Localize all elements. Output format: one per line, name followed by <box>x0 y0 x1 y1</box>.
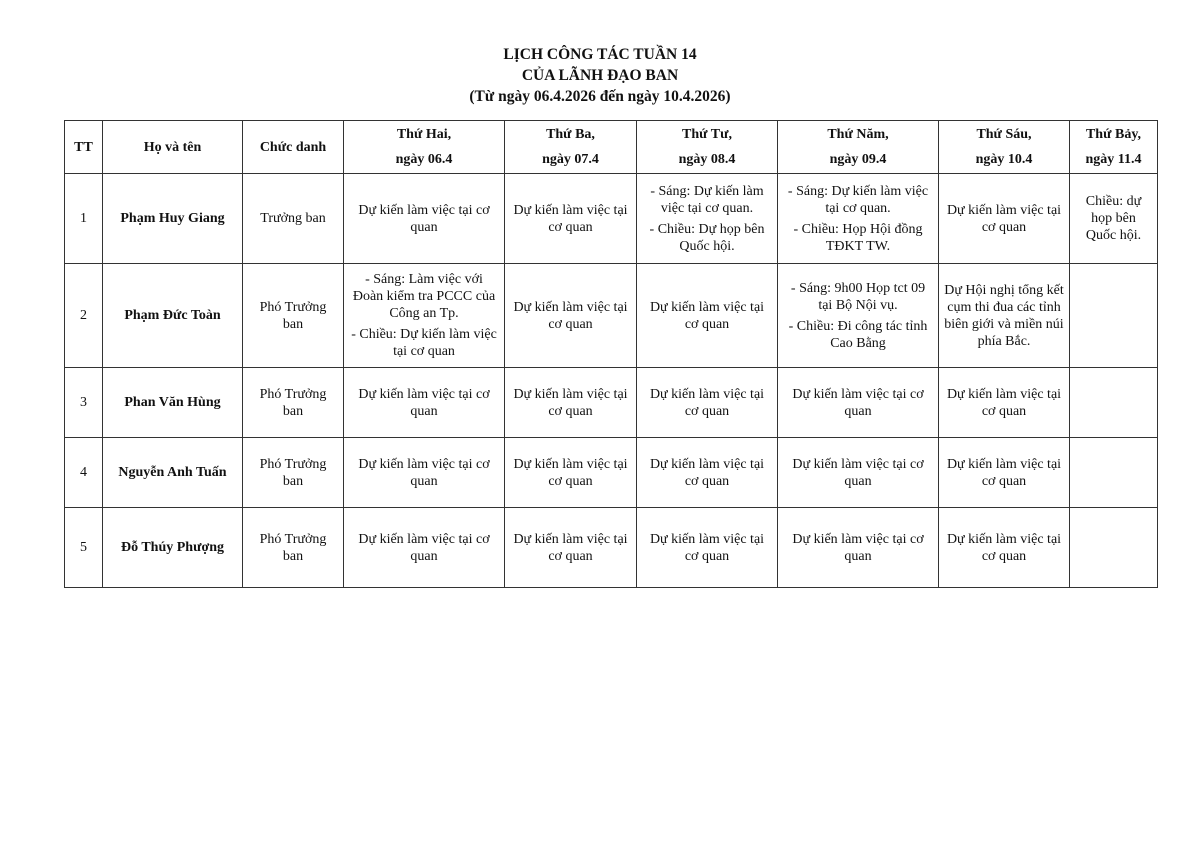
schedule-entry: Dự kiến làm việc tại cơ quan <box>946 456 1062 489</box>
schedule-entry: Dự kiến làm việc tại cơ quan <box>513 531 628 564</box>
row-number: 2 <box>65 264 103 368</box>
schedule-entry: Dự kiến làm việc tại cơ quan <box>649 299 765 332</box>
schedule-cell <box>939 264 1070 368</box>
person-name: Phan Văn Hùng <box>103 368 243 438</box>
schedule-table <box>64 120 1158 588</box>
schedule-entry: Dự kiến làm việc tại cơ quan <box>792 386 924 419</box>
schedule-cell <box>1070 264 1158 368</box>
schedule-cell <box>778 264 939 368</box>
schedule-cell <box>1070 438 1158 508</box>
header-day-name: Thứ Hai, <box>396 127 452 142</box>
schedule-entry: Dự kiến làm việc tại cơ quan <box>649 386 765 419</box>
schedule-entry: Dự kiến làm việc tại cơ quan <box>358 202 490 235</box>
schedule-entry: - Chiều: Dự kiến làm việc tại cơ quan <box>351 327 497 359</box>
row-number: 5 <box>65 508 103 588</box>
person-role: Phó Trưởng ban <box>243 508 344 588</box>
header-day-date: ngày 10.4 <box>975 152 1033 167</box>
schedule-entry: Dự kiến làm việc tại cơ quan <box>513 202 628 235</box>
schedule-entry: Dự kiến làm việc tại cơ quan <box>946 202 1062 235</box>
schedule-cell <box>1070 174 1158 264</box>
header-name: Họ và tên <box>103 121 243 174</box>
header-day-date: ngày 07.4 <box>542 152 599 167</box>
title-line-2: CỦA LÃNH ĐẠO BAN <box>521 67 679 84</box>
schedule-cell <box>505 508 637 588</box>
schedule-entry: Dự kiến làm việc tại cơ quan <box>649 456 765 489</box>
header-day-name: Thứ Bảy, <box>1085 127 1142 142</box>
table-row <box>65 508 1158 588</box>
schedule-cell <box>637 438 778 508</box>
schedule-entry: Dự kiến làm việc tại cơ quan <box>649 531 765 564</box>
schedule-cell <box>505 438 637 508</box>
schedule-cell <box>939 508 1070 588</box>
header-tt: TT <box>65 121 103 174</box>
person-role: Phó Trưởng ban <box>243 264 344 368</box>
header-day-name: Thứ Ba, <box>546 127 595 142</box>
schedule-cell <box>637 174 778 264</box>
schedule-cell <box>939 368 1070 438</box>
person-role: Phó Trưởng ban <box>243 438 344 508</box>
header-day-date: ngày 08.4 <box>678 152 736 167</box>
header-day-name: Thứ Sáu, <box>976 127 1032 142</box>
person-role: Phó Trưởng ban <box>243 368 344 438</box>
schedule-cell <box>1070 508 1158 588</box>
table-row <box>65 438 1158 508</box>
title-line-3: (Từ ngày 06.4.2026 đến ngày 10.4.2026) <box>469 88 731 105</box>
table-row <box>65 264 1158 368</box>
person-name: Nguyễn Anh Tuấn <box>103 438 243 508</box>
schedule-entry: Chiều: dự họp bên Quốc hội. <box>1085 194 1142 243</box>
person-name: Đỗ Thúy Phượng <box>103 508 243 588</box>
schedule-entry: - Sáng: 9h00 Họp tct 09 tại Bộ Nội vụ. <box>790 280 926 313</box>
table-row <box>65 174 1158 264</box>
schedule-entry: Dự kiến làm việc tại cơ quan <box>358 531 490 564</box>
schedule-entry: Dự kiến làm việc tại cơ quan <box>946 386 1062 419</box>
schedule-entry: - Sáng: Làm việc với Đoàn kiểm tra PCCC của Công an Tp. <box>352 272 496 321</box>
schedule-cell <box>637 508 778 588</box>
row-number: 1 <box>65 174 103 264</box>
row-number: 3 <box>65 368 103 438</box>
schedule-cell <box>637 264 778 368</box>
schedule-entry: Dự kiến làm việc tại cơ quan <box>513 386 628 419</box>
document-title-block <box>0 44 1200 107</box>
table-header-row <box>65 121 1158 174</box>
header-day <box>939 121 1070 174</box>
header-day-name: Thứ Năm, <box>827 127 889 142</box>
schedule-entry: - Chiều: Đi công tác tỉnh Cao Bằng <box>788 318 928 351</box>
schedule-cell <box>939 438 1070 508</box>
schedule-entry: - Sáng: Dự kiến làm việc tại cơ quan. <box>650 183 764 216</box>
schedule-entry: - Sáng: Dự kiến làm việc tại cơ quan. <box>787 183 929 216</box>
schedule-entry: - Chiều: Dự họp bên Quốc hội. <box>649 221 765 254</box>
header-day <box>1070 121 1158 174</box>
table-row <box>65 368 1158 438</box>
schedule-entry: Dự kiến làm việc tại cơ quan <box>792 456 924 489</box>
person-name: Phạm Đức Toàn <box>103 264 243 368</box>
schedule-cell <box>344 368 505 438</box>
schedule-entry: Dự kiến làm việc tại cơ quan <box>513 299 628 332</box>
header-day-name: Thứ Tư, <box>681 127 732 142</box>
person-name: Phạm Huy Giang <box>103 174 243 264</box>
person-role: Trưởng ban <box>243 174 344 264</box>
schedule-entry: Dự kiến làm việc tại cơ quan <box>513 456 628 489</box>
header-day <box>505 121 637 174</box>
header-day <box>637 121 778 174</box>
schedule-entry: Dự kiến làm việc tại cơ quan <box>358 456 490 489</box>
schedule-entry: Dự kiến làm việc tại cơ quan <box>946 531 1062 564</box>
schedule-cell <box>505 368 637 438</box>
schedule-cell <box>778 368 939 438</box>
schedule-entry: - Chiều: Họp Hội đồng TĐKT TW. <box>793 221 923 254</box>
header-role: Chức danh <box>243 121 344 174</box>
title-line-1: LỊCH CÔNG TÁC TUẦN 14 <box>503 46 697 63</box>
header-day <box>778 121 939 174</box>
schedule-cell <box>344 174 505 264</box>
schedule-cell <box>505 174 637 264</box>
schedule-cell <box>344 438 505 508</box>
schedule-entry: Dự Hội nghị tổng kết cụm thi đua các tỉnh biên giới và miền núi phía Bắc. <box>944 282 1064 349</box>
schedule-cell <box>344 264 505 368</box>
schedule-cell <box>939 174 1070 264</box>
schedule-cell <box>637 368 778 438</box>
schedule-cell <box>778 438 939 508</box>
row-number: 4 <box>65 438 103 508</box>
schedule-cell <box>344 508 505 588</box>
header-day-date: ngày 06.4 <box>395 152 453 167</box>
header-day-date: ngày 09.4 <box>829 152 887 167</box>
schedule-cell <box>1070 368 1158 438</box>
schedule-entry: Dự kiến làm việc tại cơ quan <box>792 531 924 564</box>
schedule-cell <box>778 174 939 264</box>
schedule-entry: Dự kiến làm việc tại cơ quan <box>358 386 490 419</box>
schedule-cell <box>778 508 939 588</box>
header-day <box>344 121 505 174</box>
header-day-date: ngày 11.4 <box>1085 152 1142 167</box>
schedule-cell <box>505 264 637 368</box>
